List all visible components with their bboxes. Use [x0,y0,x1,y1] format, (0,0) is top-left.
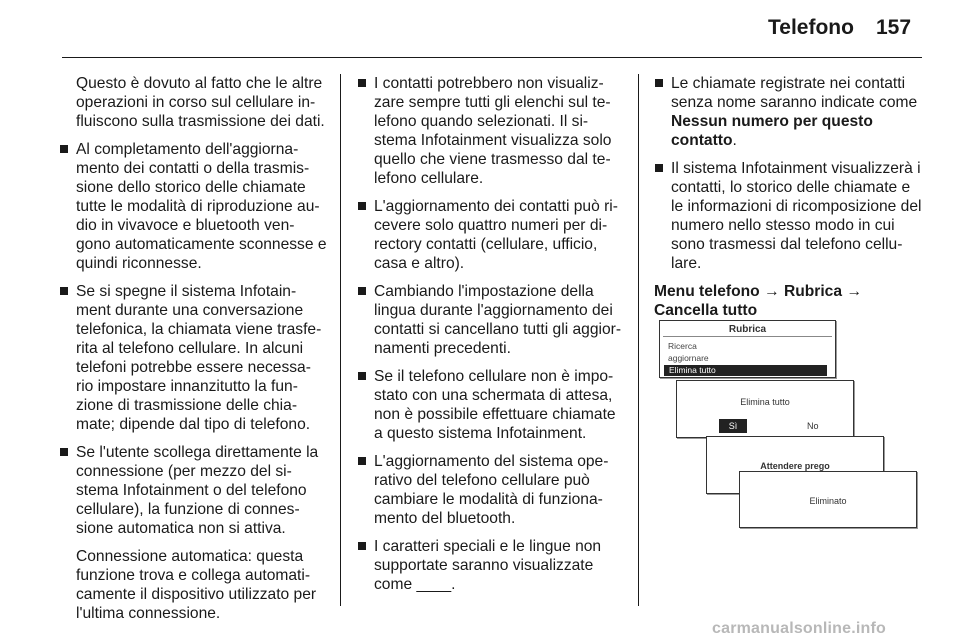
bullet-item: L'aggiornamento del sistema ope-rativo del telefono cellulare può cambiare le modalità di funziona-mento del bluetooth. [357,452,625,528]
no-button[interactable]: No [807,421,819,431]
bullet-item: I caratteri speciali e le lingue non supportate saranno visualizzate come ____. [357,537,625,594]
watermark: carmanualsonline.info [712,620,887,637]
screens-illustration [659,318,919,528]
menu-item-aggiornare[interactable]: aggiornare [668,353,709,363]
done-message: Eliminato [809,496,847,506]
page-header [0,0,960,60]
menu-item-ricerca[interactable]: Ricerca [668,341,697,351]
bullet-text-end: . [732,132,737,149]
wait-message: Attendere prego [760,461,830,471]
column-divider [638,74,639,606]
menu-path: Menu telefono → Rubrica → Cancella tutto [654,283,862,319]
column-divider [340,74,341,606]
bullet-item: Se l'utente scollega direttamente la connessione (per mezzo del si-stema Infotainment o del telefono cellulare), la funzione di connes-sione automatica non si attiva. [59,443,327,538]
bold-term: Nessun numero per questo contatto [671,113,873,149]
bullet-item: L'aggiornamento dei contatti può ri-cevere solo quattro numeri per di-rectory contatti (cellulare, ufficio, casa e altro). [357,197,625,273]
column-3 [654,74,926,320]
bullet-item: Se si spegne il sistema Infotain-ment durante una conversazione telefonica, la chiamata viene trasfe-rita al telefono cellulare. In alcuni telefoni potrebbe essere necessa-rio impostare innanzitutto la fun-zione di trasmissione delle chia-mate; dipende dal tipo di telefono. [59,282,327,434]
bullet-item [654,74,926,150]
confirm-screen [676,380,854,438]
confirm-message: Elimina tutto [740,397,790,407]
page-number: 157 [876,16,912,39]
title-divider [663,336,832,337]
done-screen [739,471,917,528]
bullet-item: I contatti potrebbero non visualiz-zare sempre tutti gli elenchi sul te-lefono quando selezionati. Il si-stema Infotainment visualizza solo quello che viene trasmesso dal te-lefono cellulare. [357,74,625,188]
bullet-item: Se il telefono cellulare non è impo-stato con una schermata di attesa, non è possibile effettuare chiamate a questo sistema Infotainment. [357,367,625,443]
bullet-item: Al completamento dell'aggiorna-mento dei contatti o della trasmis-sione dello storico delle chiamate tutte le modalità di riproduzione au-dio in vivavoce e bluetooth ven-gono automaticamente sconnesse e quindi riconnesse. [59,140,327,273]
header-rule [62,57,922,58]
column-2 [357,74,625,603]
bullet-item: Cambiando l'impostazione della lingua durante l'aggiornamento dei contatti si cancellano tutti gli aggior-namenti precedenti. [357,282,625,358]
bullet-item: Il sistema Infotainment visualizzerà i contatti, lo storico delle chiamate e le informazioni di ricomposizione del numero nello stesso modo in cui sono trasmessi dal telefono cellu-lare. [654,159,926,273]
intro-paragraph: Questo è dovuto al fatto che le altre operazioni in corso sul cellulare in-fluiscono sulla trasmissione dei dati. [76,75,325,130]
column-1 [59,74,327,632]
rubrica-screen [659,320,836,378]
yes-button[interactable]: Sì [719,419,747,433]
bullet-text: Le chiamate registrate nei contatti senza nome saranno indicate come [671,75,918,111]
rubrica-title: Rubrica [728,324,767,335]
outro-paragraph: Connessione automatica: questa funzione trova e collega automati-camente il dispositivo utilizzato per l'ultima connessione. [76,548,317,622]
section-title: Telefono [768,16,854,39]
menu-item-elimina-tutto[interactable]: Elimina tutto [664,365,827,376]
